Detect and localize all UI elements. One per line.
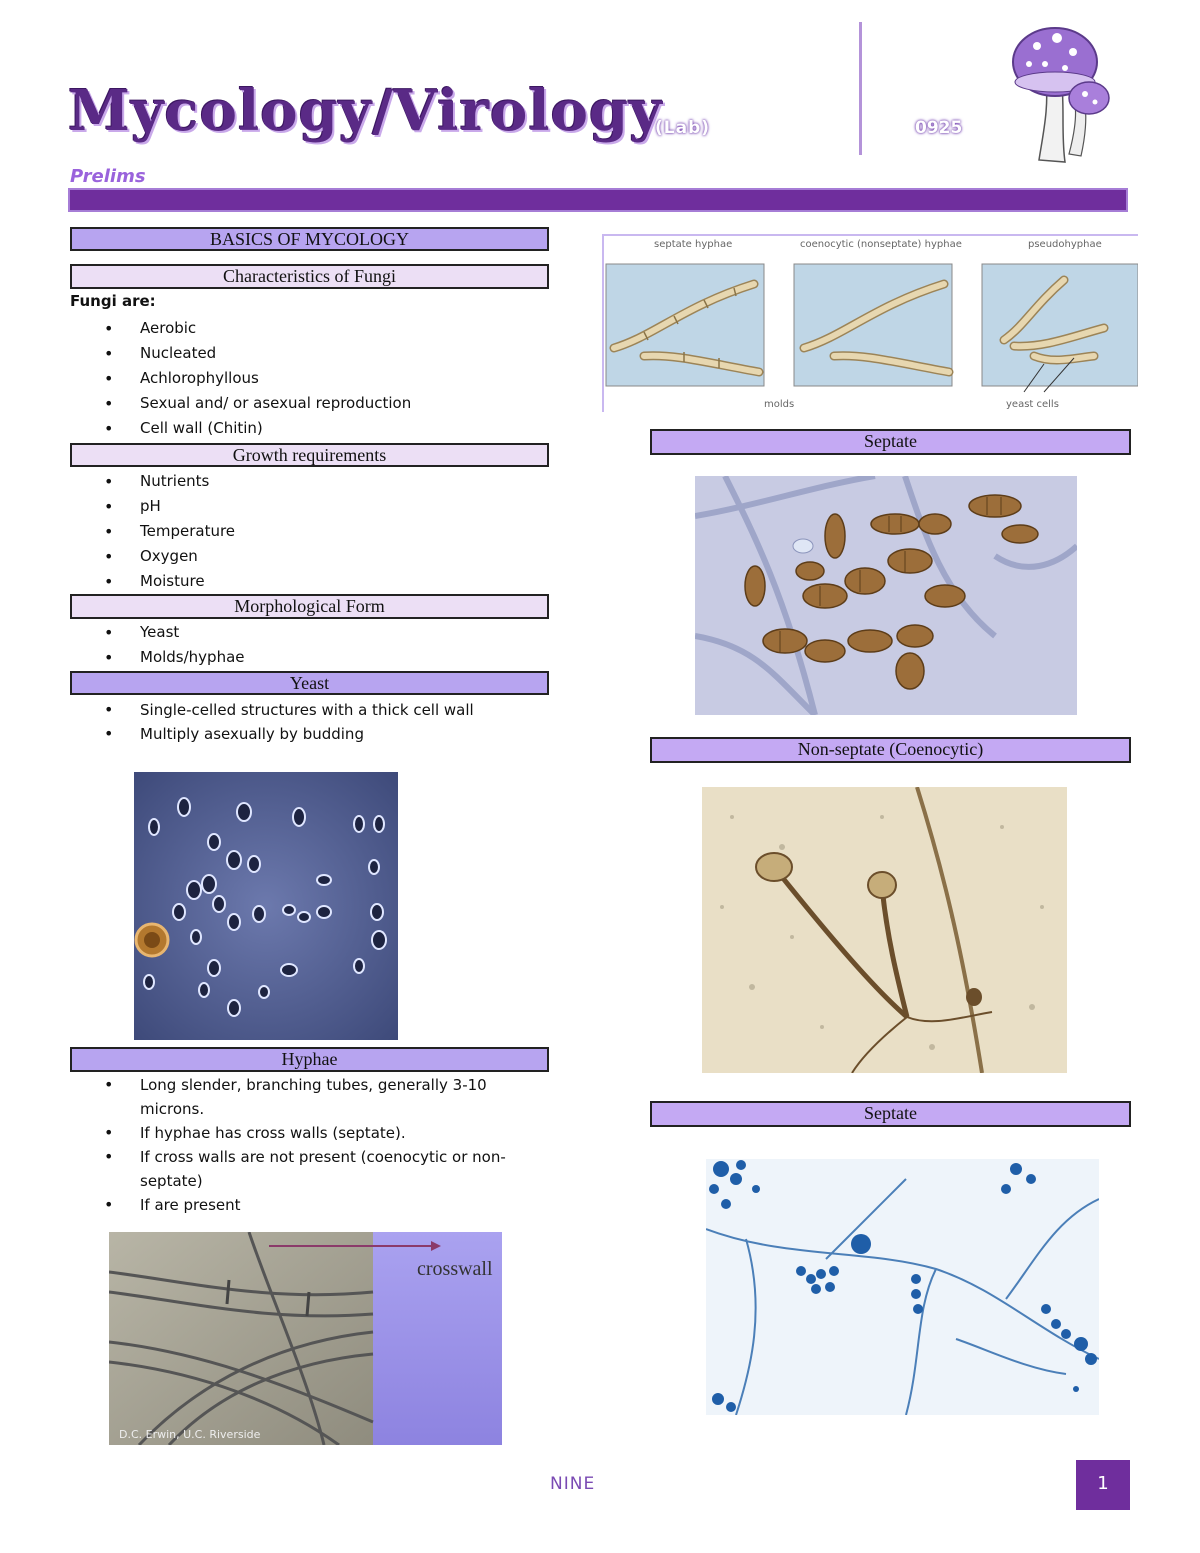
yeast-micrograph	[134, 772, 398, 1040]
crosswall-micrograph	[109, 1232, 502, 1445]
diagram-label-septate: septate hyphae	[654, 239, 733, 250]
section-septate2-header: Septate	[650, 1101, 1131, 1127]
list-item: • Achlorophyllous	[70, 366, 550, 391]
diagram-label-pseudohyphae: pseudohyphae	[1028, 239, 1102, 250]
crosswall-credit: D.C. Erwin, U.C. Riverside	[119, 1428, 261, 1441]
list-item: • Molds/hyphae	[70, 645, 550, 670]
septate-micrograph	[695, 476, 1077, 715]
list-item: • Single-celled structures with a thick cell wall	[70, 698, 550, 722]
list-item: • Aerobic	[70, 316, 550, 341]
list-item: • Sexual and/ or asexual reproduction	[70, 391, 550, 416]
list-item: • If hyphae has cross walls (septate).	[70, 1121, 540, 1145]
crosswall-label: crosswall	[417, 1258, 493, 1280]
header-divider	[859, 22, 862, 155]
header-bar	[68, 188, 1128, 212]
mushroom-illustration	[1005, 14, 1110, 166]
section-basics-header: BASICS OF MYCOLOGY	[70, 227, 549, 251]
list-item: • Nutrients	[70, 469, 550, 494]
hyphae-list	[70, 1073, 540, 1217]
page-number: 1	[1097, 1473, 1109, 1494]
diagram-label-yeast-cells: yeast cells	[1006, 399, 1059, 410]
section-morph-header: Morphological Form	[70, 594, 549, 619]
growth-list	[70, 469, 550, 594]
yeast-list	[70, 698, 550, 746]
code-tag: 0925	[915, 118, 963, 138]
section-septate-header: Septate	[650, 429, 1131, 455]
section-yeast-header: Yeast	[70, 671, 549, 695]
nonseptate-micrograph	[702, 787, 1067, 1073]
list-item: • Nucleated	[70, 341, 550, 366]
section-nonseptate-header: Non-septate (Coenocytic)	[650, 737, 1131, 763]
subtitle: Prelims	[70, 166, 146, 187]
list-item: • pH	[70, 494, 550, 519]
fungi-are-label: Fungi are:	[70, 292, 156, 310]
list-item: • If cross walls are not present (coenocytic or non-septate)	[70, 1145, 540, 1193]
document-title: Mycology/Virology	[68, 78, 663, 144]
morph-list	[70, 620, 550, 670]
lab-tag: (Lab)	[655, 118, 711, 138]
section-characteristics-header: Characteristics of Fungi	[70, 264, 549, 289]
list-item: • Temperature	[70, 519, 550, 544]
list-item: • If are present	[70, 1193, 540, 1217]
list-item: • Multiply asexually by budding	[70, 722, 550, 746]
list-item: • Cell wall (Chitin)	[70, 416, 550, 441]
diagram-label-molds: molds	[764, 399, 795, 410]
list-item: • Yeast	[70, 620, 550, 645]
list-item: • Long slender, branching tubes, generally 3-10 microns.	[70, 1073, 540, 1121]
septate-blue-micrograph	[706, 1159, 1099, 1415]
diagram-label-coenocytic: coenocytic (nonseptate) hyphae	[800, 239, 962, 250]
hyphae-types-diagram	[602, 234, 1138, 412]
section-growth-header: Growth requirements	[70, 443, 549, 467]
list-item: • Oxygen	[70, 544, 550, 569]
section-hyphae-header: Hyphae	[70, 1047, 549, 1072]
footer-text: NINE	[550, 1474, 596, 1494]
list-item: • Moisture	[70, 569, 550, 594]
characteristics-list	[70, 316, 550, 441]
